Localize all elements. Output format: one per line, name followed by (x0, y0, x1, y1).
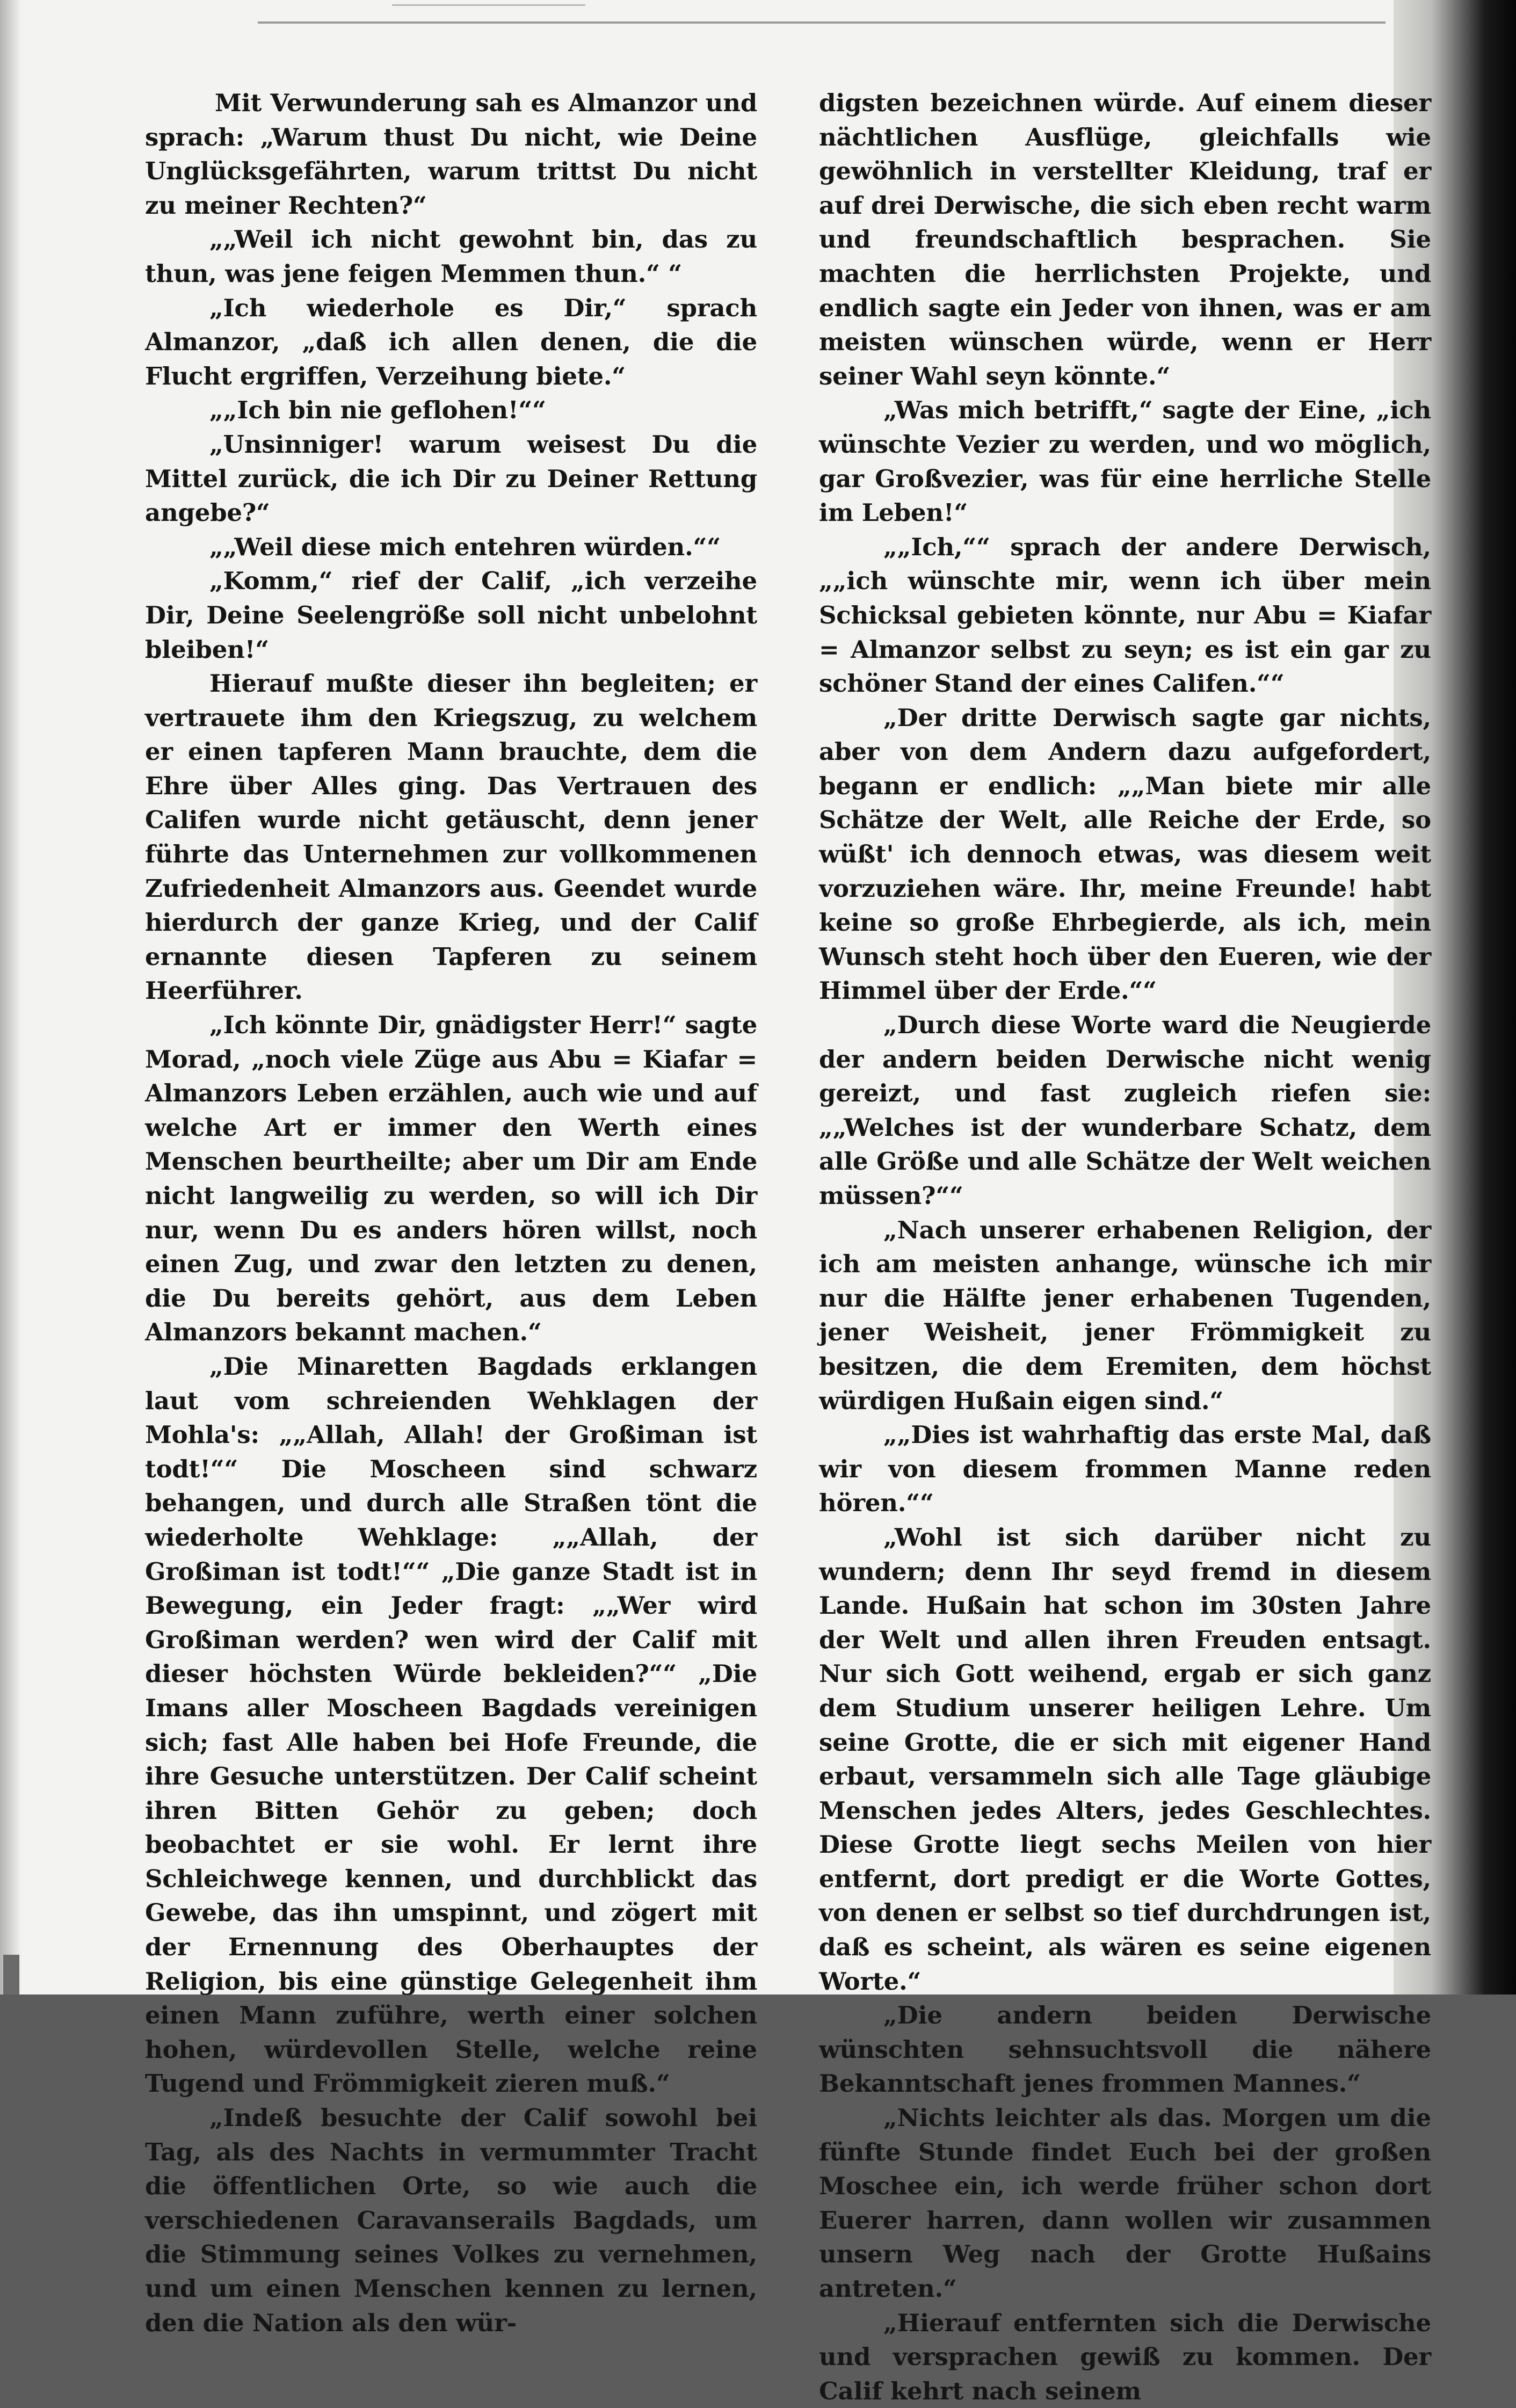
paragraph: „„Ich bin nie geflohen!““ (209, 396, 546, 425)
paragraph: „Unsinniger! warum weisest Du die Mittel zurück, die ich Dir zu Deiner Rettung angebe?“ (145, 430, 757, 527)
paragraph: „Komm,“ rief der Calif, „ich verzeihe Dir, Deine Seelengröße soll nicht unbelohnt bleiben!“ (145, 567, 757, 664)
paragraph: „Hierauf entfernten sich die Derwische und versprachen gewiß zu kommen. Der Calif kehrt nach seinem (819, 2308, 1431, 2405)
paragraph: „Wohl ist sich darüber nicht zu wundern; denn Ihr seyd fremd in diesem Lande. Hußain hat schon im 30sten Jahre der Welt und allen ihren Freuden entsagt. Nur sich Gott weihend, ergab er sich ganz dem Studium unserer heiligen Lehre. Um seine Grotte, die er sich mit eigener Hand erbaut, versammeln sich alle Tage gläubige Menschen jedes Alters, jedes Geschlechtes. Diese Grotte liegt sechs Meilen von hier entfernt, dort predigt er die Worte Gottes, von denen er selbst so tief durchdrungen ist, daß es scheint, als wären es seine eigenen Worte.“ (819, 1522, 1431, 1996)
paragraph: „„Weil diese mich entehren würden.““ (209, 532, 721, 561)
paragraph: Mit Verwunderung sah es Almanzor und sprach: „Warum thust Du nicht, wie Deine Unglücksgefährten, warum trittst Du nicht zu meiner Rechten?“ (145, 89, 757, 220)
paragraph: „Nach unserer erhabenen Religion, der ich am meisten anhange, wünsche ich mir nur die Hälfte jener erhabenen Tugenden, jener Weisheit, jener Frömmigkeit zu besitzen, die dem Eremiten, dem höchst würdigen Hußain eigen sind.“ (819, 1215, 1431, 1415)
paragraph: „„Ich,““ sprach der andere Derwisch, „„ich wünschte mir, wenn ich über mein Schicksal gebieten könnte, nur Abu = Kiafar = Almanzor selbst zu seyn; es ist ein gar zu schöner Stand der eines Califen.““ (819, 532, 1431, 698)
right-column (819, 86, 1431, 2408)
left-page-shadow (0, 0, 21, 1994)
paragraph: „Ich wiederhole es Dir,“ sprach Almanzor, „daß ich allen denen, die die Flucht ergriffen, Verzeihung biete.“ (145, 293, 757, 390)
paragraph: „Was mich betrifft,“ sagte der Eine, „ich wünschte Vezier zu werden, und wo möglich, gar Großvezier, was für eine herrliche Stelle im Leben!“ (819, 396, 1431, 527)
paragraph: „Durch diese Worte ward die Neugierde der andern beiden Derwische nicht wenig gereizt, und fast zugleich riefen sie: „„Welches ist der wunderbare Schatz, dem alle Größe und alle Schätze der Welt weichen müssen?““ (819, 1011, 1431, 1210)
left-column (145, 86, 757, 2340)
paragraph: „„Dies ist wahrhaftig das erste Mal, daß wir von diesem frommen Manne reden hören.““ (819, 1420, 1431, 1518)
paragraph: „Der dritte Derwisch sagte gar nichts, aber von dem Andern dazu aufgefordert, begann er endlich: „„Man biete mir alle Schätze der Welt, alle Reiche der Erde, so wüßt' ich dennoch etwas, was diesem weit vorzuziehen wäre. Ihr, meine Freunde! habt keine so große Ehrbegierde, als ich, mein Wunsch steht hoch über den Eueren, wie der Himmel über der Erde.““ (819, 703, 1431, 1005)
paragraph: Hierauf mußte dieser ihn begleiten; er vertrauete ihm den Kriegszug, zu welchem er einen tapferen Mann brauchte, dem die Ehre über Alles ging. Das Vertrauen des Califen wurde nicht getäuscht, denn jener führte das Unternehmen zur vollkommenen Zufriedenheit Almanzors aus. Geendet wurde hierdurch der ganze Krieg, und der Calif ernannte diesen Tapferen zu seinem Heerführer. (145, 669, 757, 1005)
paragraph: digsten bezeichnen würde. Auf einem dieser nächtlichen Ausflüge, gleichfalls wie gewöhnlich in verstellter Kleidung, traf er auf drei Derwische, die sich eben recht warm und freundschaftlich besprachen. Sie machten die herrlichsten Projekte, und endlich sagte ein Jeder von ihnen, was er am meisten wünschen würde, wenn er Herr seiner Wahl seyn könnte.“ (819, 89, 1431, 390)
paragraph: „Die Minaretten Bagdads erklangen laut vom schreienden Wehklagen der Mohla's: „„Allah, Allah! der Großiman ist todt!““ Die Moscheen sind schwarz behangen, und durch alle Straßen tönt die wiederholte Wehklage: „„Allah, der Großiman ist todt!““ „Die ganze Stadt ist in Bewegung, ein Jeder fragt: „„Wer wird Großiman werden? wen wird der Calif mit dieser höchsten Würde bekleiden?““ „Die Imans aller Moscheen Bagdads vereinigen sich; fast Alle haben bei Hofe Freunde, die ihre Gesuche unterstützen. Der Calif scheint ihren Bitten Gehör zu geben; doch beobachtet er sie wohl. Er lernt ihre Schleichwege kennen, und durchblickt das Gewebe, das ihn umspinnt, und zögert mit der Ernennung des Oberhauptes der Religion, bis eine günstige Gelegenheit ihm einen Mann zuführe, werth einer solchen hohen, würdevollen Stelle, welche reine Tugend und Frömmigkeit zieren muß.“ (145, 1352, 757, 2098)
paragraph: „Nichts leichter als das. Morgen um die fünfte Stunde findet Euch bei der großen Moschee ein, ich werde früher schon dort Euerer harren, dann wollen wir zusammen unsern Weg nach der Grotte Hußains antreten.“ (819, 2104, 1431, 2303)
top-edge-mark (392, 4, 585, 6)
paragraph: „„Weil ich nicht gewohnt bin, das zu thun, was jene feigen Memmen thun.“ “ (145, 225, 757, 288)
paragraph: „Die andern beiden Derwische wünschten sehnsuchtsvoll die nähere Bekanntschaft jenes frommen Mannes.“ (819, 2001, 1431, 2098)
paragraph: „Ich könnte Dir, gnädigster Herr!“ sagte Morad, „noch viele Züge aus Abu = Kiafar = Almanzors Leben erzählen, auch wie und auf welche Art er immer den Werth eines Menschen beurtheilte; aber um Dir am Ende nicht langweilig zu werden, so will ich Dir nur, wenn Du es anders hören willst, noch einen Zug, und zwar den letzten zu denen, die Du bereits gehört, aus dem Leben Almanzors bekannt machen.“ (145, 1011, 757, 1347)
paragraph: „Indeß besuchte der Calif sowohl bei Tag, als des Nachts in vermummter Tracht die öffentlichen Orte, so wie auch die verschiedenen Caravanserails Bagdads, um die Stimmung seines Volkes zu vernehmen, und um einen Menschen kennen zu lernen, den die Nation als den wür- (145, 2104, 757, 2337)
binding-mark (3, 1955, 19, 1994)
top-rule (258, 21, 1386, 24)
